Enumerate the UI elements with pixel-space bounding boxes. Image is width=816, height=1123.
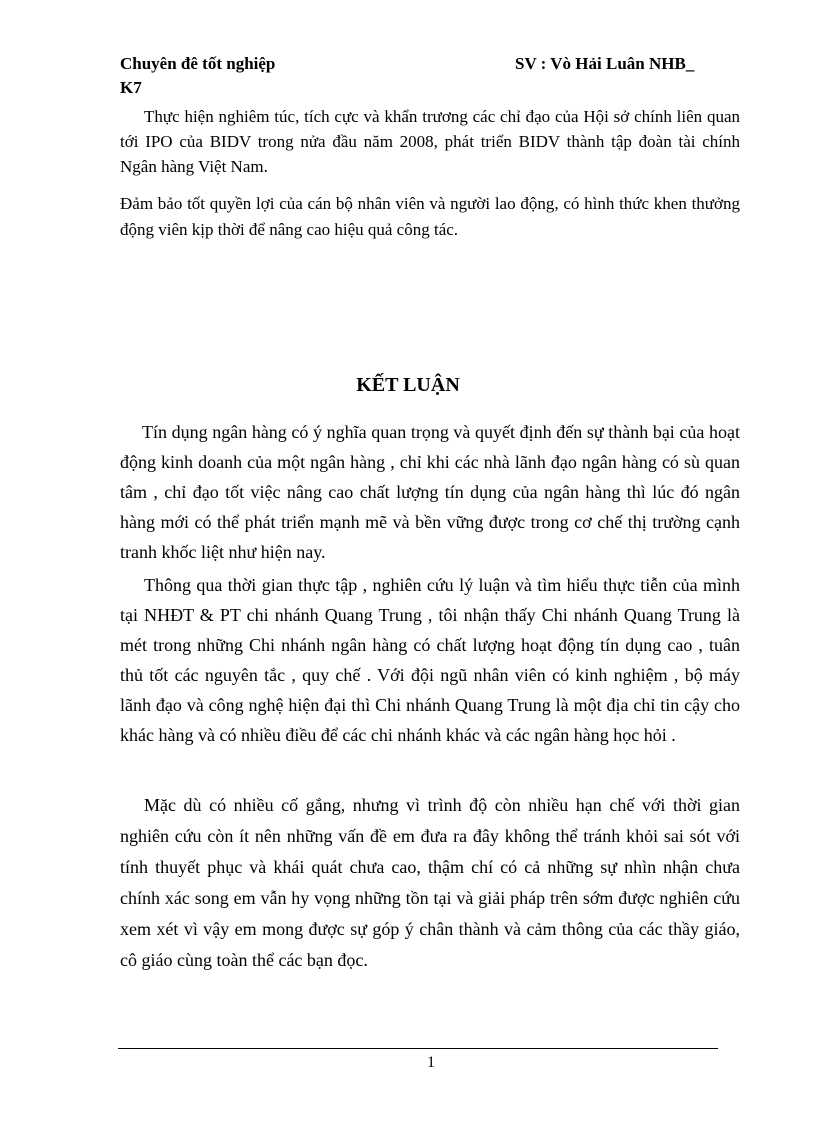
conclusion-paragraph-2: Thông qua thời gian thực tập , nghiên cứu lý luận và tìm hiểu thực tiễn của mình tại NHĐT & PT chi nhánh Quang Trung , tôi nhận thấy Chi nhánh Quang Trung là mét trong những Chi nhánh ngân hàng có chất lượng hoạt động tín dụng cao , tuân thủ tốt các nguyên tắc , quy chế . Với đội ngũ nhân viên có kinh nghiệm , bộ máy lãnh đạo và công nghệ hiện đại thì Chi nhánh Quang Trung là một địa chỉ tin cậy cho khác hàng và có nhiều điều để các chi nhánh khác và các ngân hàng học hỏi . bbox=[120, 575, 740, 745]
intro-paragraph-2: Đảm bảo tốt quyền lợi của cán bộ nhân viên và người lao động, có hình thức khen thưởng động viên kịp thời để nâng cao hiệu quả công tác. bbox=[120, 194, 740, 239]
header-author: SV : Vò Hải Luân NHB_ bbox=[515, 54, 695, 73]
conclusion-heading: KẾT LUẬN bbox=[356, 374, 460, 396]
footer-divider bbox=[118, 1048, 718, 1049]
header-title: Chuyên đê tốt nghiệp bbox=[120, 54, 276, 73]
conclusion-paragraph-3: Mặc dù có nhiều cố gắng, nhưng vì trình độ còn nhiều hạn chế với thời gian nghiên cứu còn ít nên những vấn đề em đưa ra đây không thể tránh khỏi sai sót với tính thuyết phục và khái quát chưa cao, thậm chí có cả những sự nhìn nhận chưa chính xác song em vẫn hy vọng những tồn tại và giải pháp trên sớm được nghiên cứu xem xét vì vậy em mong được sự góp ý chân thành và cảm thông của các thầy giáo, cô giáo cùng toàn thể các bạn đọc. bbox=[120, 795, 740, 970]
conclusion-paragraph-1: Tín dụng ngân hàng có ý nghĩa quan trọng và quyết định đến sự thành bại của hoạt động kinh doanh của một ngân hàng , chỉ khi các nhà lãnh đạo ngân hàng có sù quan tâm , chỉ đạo tốt việc nâng cao chất lượng tín dụng của ngân hàng thì lúc đó ngân hàng mới có thể phát triển mạnh mẽ và bền vững được trong cơ chế thị trường cạnh tranh khốc liệt như hiện nay. bbox=[120, 422, 740, 562]
page-number: 1 bbox=[427, 1054, 435, 1071]
intro-paragraph-1: Thực hiện nghiêm túc, tích cực và khẩn trương các chỉ đạo của Hội sở chính liên quan tới IPO của BIDV trong nửa đầu năm 2008, phát triển BIDV thành tập đoàn tài chính Ngân hàng Việt Nam. bbox=[120, 107, 740, 176]
header-author-continuation: K7 bbox=[120, 78, 142, 97]
